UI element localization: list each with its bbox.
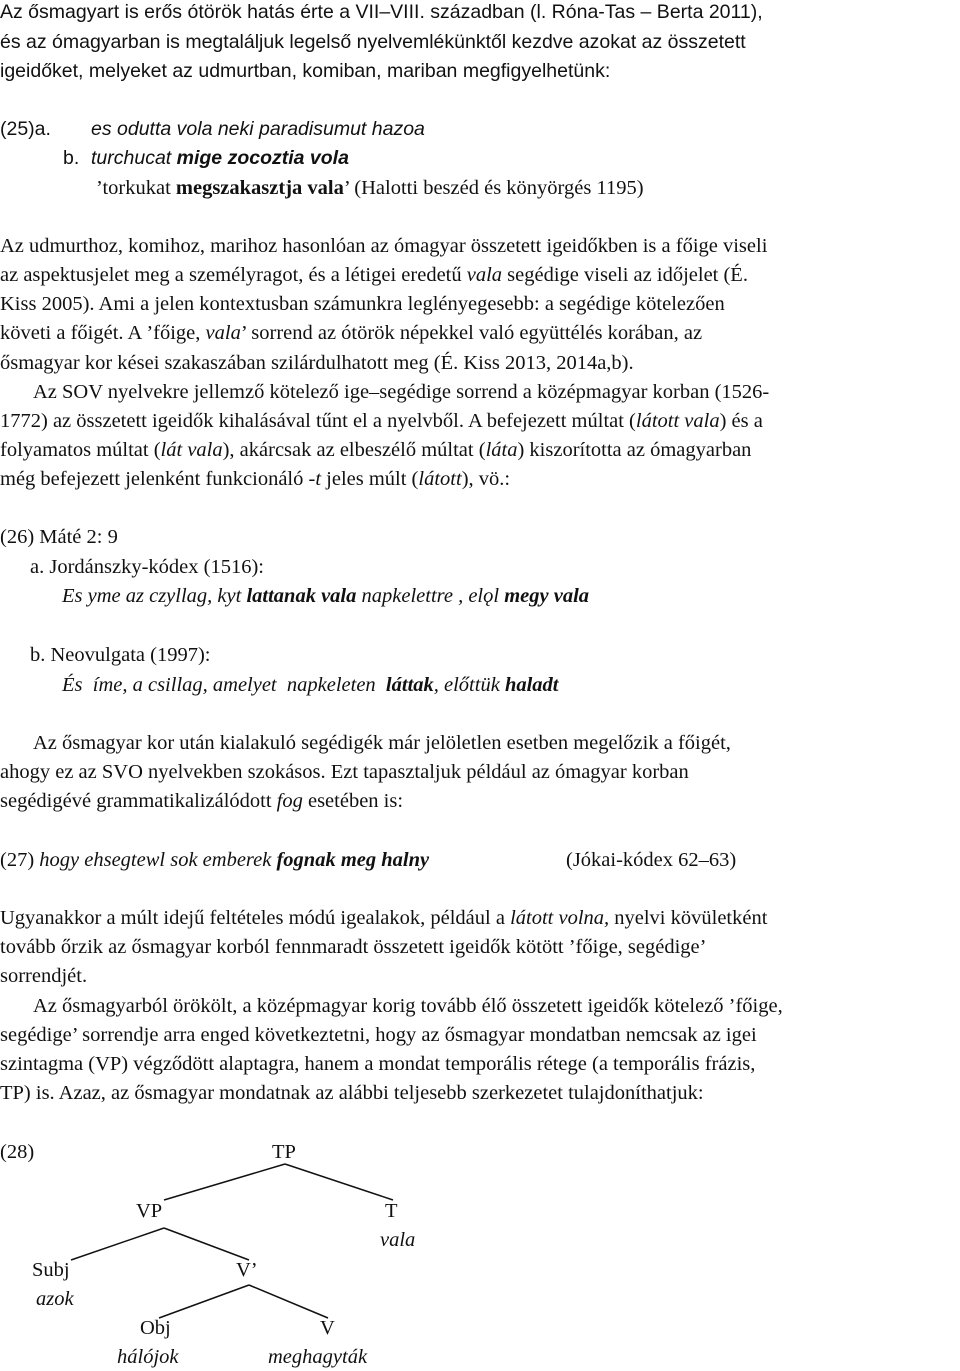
italic-term: fog — [276, 790, 303, 812]
text-span: Es yme az czyllag, kyt — [62, 585, 247, 607]
example-text: es odutta vola neki paradisumut hazoa — [91, 118, 425, 140]
paragraph-line — [0, 438, 751, 462]
text-span: folyamatos múltat ( — [0, 439, 161, 461]
italic-term: látott — [418, 468, 462, 490]
italic-term: lát vala — [160, 439, 223, 461]
example-highlight: lattanak vala — [246, 585, 357, 607]
example-text — [91, 146, 349, 170]
text-span: segédigévé grammatikalizálódott — [0, 790, 277, 812]
example-26a-label: a. Jordánszky-kódex (1516): — [30, 556, 264, 578]
tree-node-tp: TP — [272, 1141, 296, 1163]
text-span: Kiss 2005). — [0, 293, 99, 315]
branch-tp-vp — [164, 1164, 285, 1200]
example-highlight: haladt — [504, 674, 559, 696]
italic-term: láta — [485, 439, 518, 461]
example-gloss — [96, 176, 644, 200]
text-span: jeles múlt ( — [321, 468, 419, 490]
text-span: 1772) az összetett igeidők kihalásával tűnt el a nyelvből. — [0, 410, 468, 432]
paragraph-line: szintagma (VP) végződött alaptagra, hanem a mondat temporális rétege (a temporális frázis, — [0, 1053, 756, 1075]
example-26b-text — [62, 673, 558, 697]
paragraph-line — [0, 789, 403, 813]
text-span: nyelvi kövületként — [609, 907, 768, 929]
paragraph-line: Az ősmagyart is erős ótörök hatás érte a VII–VIII. században (l. Róna-Tas – Berta 2011), — [0, 1, 763, 23]
italic-term: t — [315, 468, 322, 490]
paragraph-line: Az ősmagyar kor után kialakuló segédigék már jelöletlen esetben megelőzik a főigét, — [33, 732, 731, 754]
tree-node-t: T — [385, 1200, 398, 1222]
text-span: És íme, a csillag, amelyet napkeleten — [62, 674, 386, 696]
example-label: b. — [63, 147, 80, 169]
paragraph-line: és az ómagyarban is megtaláljuk legelső nyelvemlékünktől kezdve azokat az összetett — [0, 31, 746, 53]
text-span: A ’főige, — [127, 322, 206, 344]
paragraph-line: Az udmurthoz, komihoz, marihoz hasonlóan az ómagyar összetett igeidőkben is a főige viseli — [0, 235, 768, 257]
text-span: Ami a jelen kontextusban számunkra leglényegesebb: a segédige kötelezően — [98, 293, 725, 315]
branch-vp-subj — [71, 1228, 164, 1260]
example-27-source: (Jókai-kódex 62–63) — [566, 849, 737, 871]
text-span: , előttük — [433, 674, 505, 696]
tree-node-obj: Obj — [140, 1317, 171, 1339]
gloss-highlight: megszakasztja vala — [175, 177, 344, 199]
paragraph-line: segédige’ sorrendje arra enged következtetni, hogy az ősmagyar mondatban nemcsak az igei — [0, 1024, 757, 1046]
italic-term: vala — [466, 264, 503, 286]
text-span: ), akárcsak az elbeszélő múltat ( — [222, 439, 486, 461]
tree-node-vp: VP — [136, 1200, 163, 1222]
text-span: A befejezett múltat ( — [467, 410, 636, 432]
paragraph-line: Az ősmagyarból örökölt, a középmagyar korig tovább élő összetett igeidők kötelező ’főige, — [33, 995, 783, 1017]
text-span: napkelettre , elǫl — [356, 585, 505, 607]
tree-node-subj: Subj — [32, 1259, 70, 1281]
example-26a-text — [62, 584, 589, 608]
text-span: segédige viseli az időjelet (É. — [502, 264, 748, 286]
paragraph-line: Az SOV nyelvekre jellemző kötelező ige–segédige sorrend a középmagyar korban (1526- — [33, 381, 770, 403]
tree-leaf-meghagytak: meghagyták — [268, 1346, 368, 1368]
text-span: ) kiszorította az ómagyarban — [517, 439, 752, 461]
branch-vp-vbar — [164, 1228, 249, 1260]
text-span: ’ sorrend az ótörök népekkel való együttélés korában, az — [240, 322, 703, 344]
text-span: Ugyanakkor a múlt idejű feltételes módú igealakok, például a — [0, 907, 511, 929]
text-span: az aspektusjelet meg a személyragot, és a létigei eredetű — [0, 264, 467, 286]
paragraph-line — [0, 263, 748, 287]
paragraph-line — [0, 906, 767, 930]
paragraph-line: igeidőket, melyeket az udmurtban, komiban, mariban megfigyelhetünk: — [0, 60, 611, 82]
example-text-part: turchucat — [91, 147, 177, 169]
paragraph-line: ősmagyar kor kései szakaszában szilárdulhatott meg (É. Kiss 2013, 2014a,b). — [0, 352, 634, 374]
example-number: (25)a. — [0, 118, 51, 140]
example-26-heading: (26) Máté 2: 9 — [0, 526, 118, 548]
paragraph-line: sorrendjét. — [0, 965, 88, 987]
italic-term: látott volna, — [510, 907, 610, 929]
example-26b-label: b. Neovulgata (1997): — [30, 644, 211, 666]
paragraph-line: ahogy ez az SVO nyelvekben szokásos. Ezt tapasztaljuk például az ómagyar korban — [0, 761, 689, 783]
example-highlight: láttak — [385, 674, 434, 696]
paragraph-line — [0, 321, 702, 345]
text-span: TP) is. — [0, 1082, 59, 1104]
branch-tp-t — [285, 1164, 393, 1200]
example-highlight: megy vala — [504, 585, 590, 607]
example-highlight: mige zocoztia vola — [176, 147, 349, 169]
paragraph-line — [0, 409, 763, 433]
tree-leaf-halojok: hálójok — [117, 1346, 179, 1368]
text-span: hogy ehsegtewl sok emberek — [39, 849, 277, 871]
tree-leaf-vala: vala — [380, 1229, 416, 1251]
italic-term: látott vala — [635, 410, 720, 432]
text-span: ) és a — [719, 410, 763, 432]
text-span: követi a főigét. — [0, 322, 128, 344]
example-27 — [0, 848, 429, 872]
tree-node-vbar: V’ — [236, 1259, 258, 1281]
paragraph-line — [0, 467, 510, 491]
italic-term: vala — [205, 322, 241, 344]
text-span: még befejezett jelenként funkcionáló - — [0, 468, 316, 490]
gloss-source: ’ (Halotti beszéd és könyörgés 1195) — [343, 177, 644, 199]
example-highlight: fognak meg halny — [276, 849, 430, 871]
text-span: esetében is: — [302, 790, 404, 812]
text-span: ), vö.: — [461, 468, 511, 490]
example-number: (28) — [0, 1141, 35, 1163]
example-number: (27) — [0, 849, 40, 871]
tree-node-v: V — [320, 1317, 335, 1339]
branch-vbar-obj — [159, 1285, 249, 1318]
tree-leaf-azok: azok — [36, 1288, 74, 1310]
paragraph-line: tovább őrzik az ősmagyar korból fennmaradt összetett igeidők kötött ’főige, segédige’ — [0, 936, 707, 958]
paragraph-line — [0, 292, 725, 316]
gloss-part: ’torkukat — [96, 177, 176, 199]
paragraph-line — [0, 1081, 704, 1105]
branch-vbar-v — [249, 1285, 328, 1318]
text-span: Azaz, az ősmagyar mondatnak az alábbi teljesebb szerkezetet tulajdoníthatjuk: — [58, 1082, 704, 1104]
